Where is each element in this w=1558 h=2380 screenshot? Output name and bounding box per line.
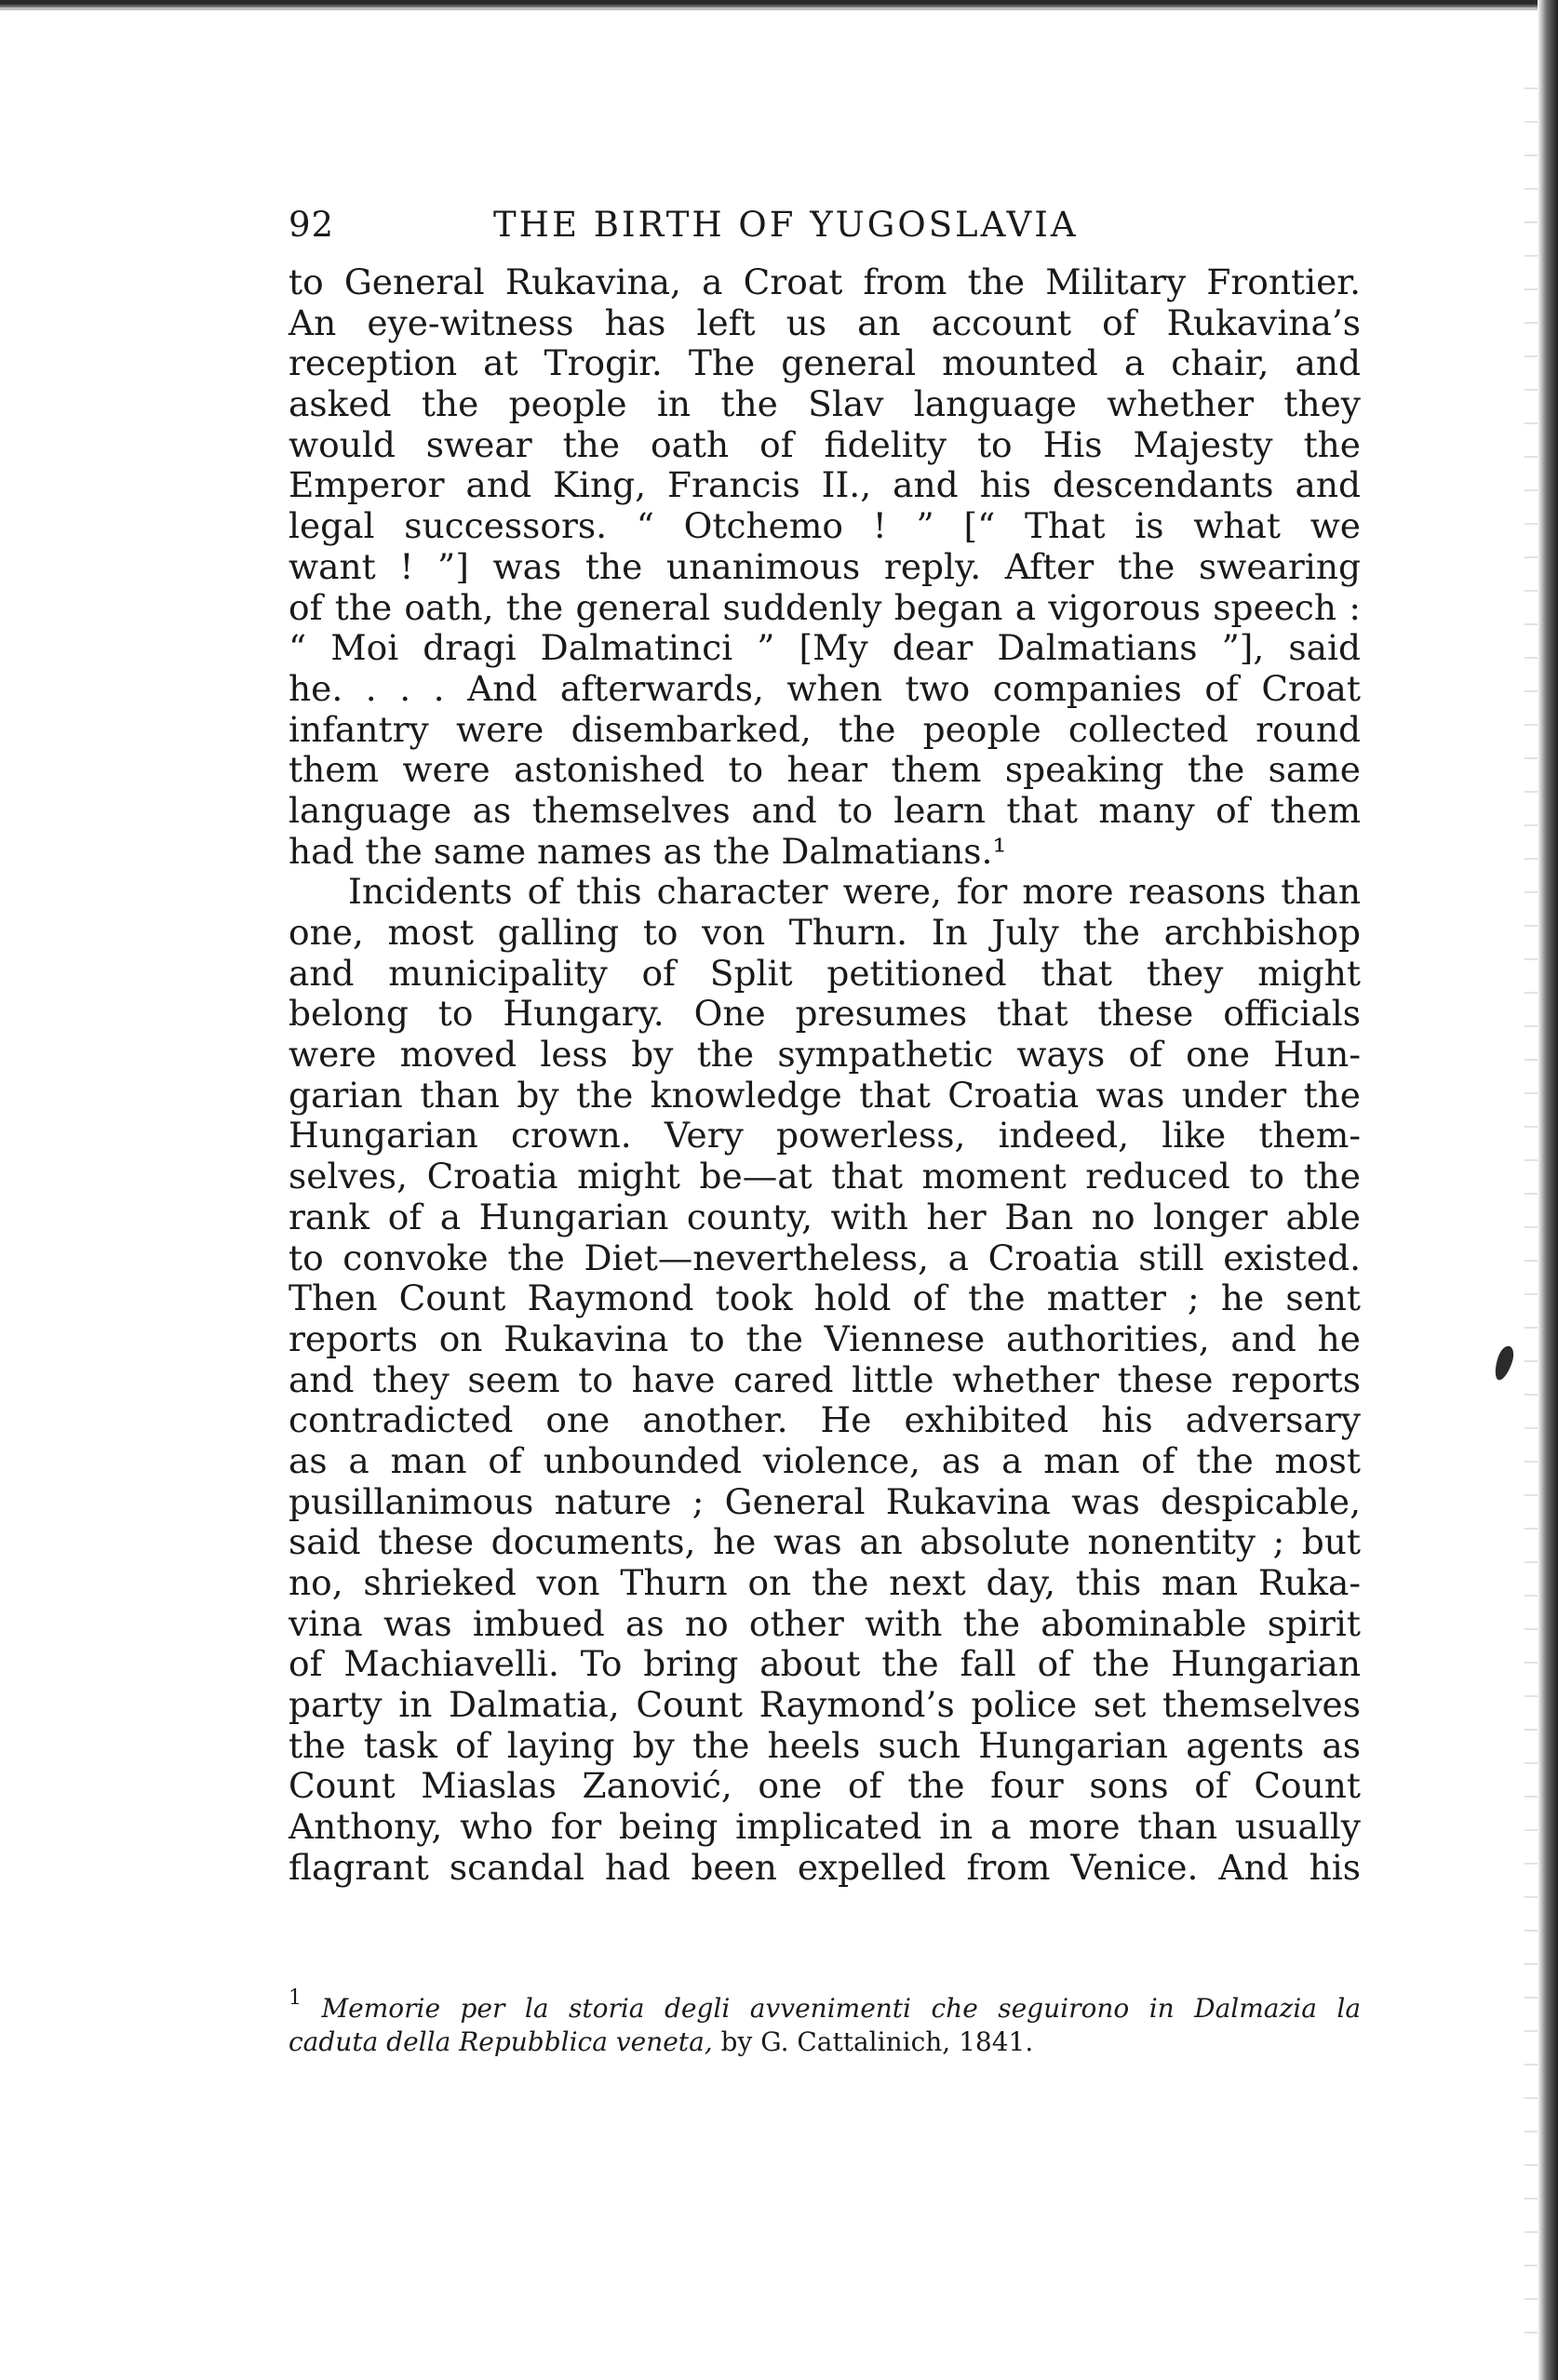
- top-edge-rule: [0, 0, 1558, 7]
- text-line: would swear the oath of fidelity to His Majesty the: [289, 423, 1361, 465]
- text-line: and they seem to have cared little whether these reports: [289, 1358, 1361, 1400]
- footnote-title-part-1: Memorie per la storia degli avvenimenti che seguirono in Dalmazia la: [321, 1993, 1362, 2024]
- text-line-paragraph-start: Incidents of this character were, for more reasons than: [348, 871, 1361, 913]
- text-line: no, shrieked von Thurn on the next day, this man Ruka-: [289, 1562, 1361, 1603]
- text-line: the task of laying by the heels such Hungarian agents as: [289, 1724, 1361, 1766]
- text-line: them were astonished to hear them speaking the same: [289, 749, 1361, 791]
- footnote-citation: by G. Cattalinich, 1841.: [712, 2026, 1034, 2057]
- footnote-line: [289, 1982, 1361, 2026]
- text-line: Count Miaslas Zanović, one of the four sons of Count: [289, 1765, 1361, 1807]
- text-line: to convoke the Diet—nevertheless, a Croatia still existed.: [289, 1237, 1361, 1278]
- text-line: vina was imbued as no other with the abominable spirit: [289, 1602, 1361, 1644]
- text-line: of the oath, the general suddenly began a vigorous speech :: [289, 586, 1361, 628]
- text-line: “ Moi dragi Dalmatinci ” [My dear Dalmatians ”], said: [289, 627, 1361, 669]
- text-line: and municipality of Split petitioned that they might: [289, 952, 1361, 994]
- page-number: 92: [289, 205, 335, 245]
- top-edge-rule-shadow: [0, 7, 1558, 10]
- text-line: rank of a Hungarian county, with her Ban no longer able: [289, 1196, 1361, 1237]
- binding-shadow: [1524, 56, 1538, 2363]
- text-line: pusillanimous nature ; General Rukavina was despicable,: [289, 1480, 1361, 1522]
- text-line: party in Dalmatia, Count Raymond’s police set themselves: [289, 1684, 1361, 1726]
- text-line: to General Rukavina, a Croat from the Military Frontier.: [289, 261, 1361, 302]
- footnote-marker: 1: [289, 1986, 302, 2010]
- book-page: [289, 195, 1362, 2057]
- text-line: infantry were disembarked, the people collected round: [289, 708, 1361, 750]
- text-line: language as themselves and to learn that many of them: [289, 789, 1361, 831]
- text-line: flagrant scandal had been expelled from Venice. And his: [289, 1846, 1361, 1888]
- text-line: one, most galling to von Thurn. In July the archbishop: [289, 912, 1361, 953]
- footnote-title-part-2: caduta della Repubblica veneta,: [289, 2026, 713, 2057]
- text-line: Then Count Raymond took hold of the matter ; he sent: [289, 1277, 1361, 1319]
- text-line: were moved less by the sympathetic ways of one Hun-: [289, 1034, 1361, 1076]
- text-line: Hungarian crown. Very powerless, indeed, like them-: [289, 1115, 1361, 1157]
- text-line: he. . . . And afterwards, when two companies of Croat: [289, 667, 1361, 709]
- text-line: contradicted one another. He exhibited his adversary: [289, 1399, 1361, 1441]
- text-line: asked the people in the Slav language whether they: [289, 383, 1361, 425]
- text-line: as a man of unbounded violence, as a man of the most: [289, 1439, 1361, 1481]
- text-line: said these documents, he was an absolute nonentity ; but: [289, 1521, 1361, 1563]
- running-head: [289, 195, 1361, 251]
- text-line: legal successors. “ Otchemo ! ” [“ That is what we: [289, 505, 1361, 547]
- footnote: [289, 1982, 1361, 2059]
- text-line: selves, Croatia might be—at that moment reduced to the: [289, 1156, 1361, 1197]
- text-line: belong to Hungary. One presumes that these officials: [289, 993, 1361, 1035]
- text-line: of Machiavelli. To bring about the fall of the Hungarian: [289, 1643, 1361, 1685]
- page-binding-edge: [1538, 0, 1558, 2380]
- text-line: reports on Rukavina to the Viennese authorities, and he: [289, 1317, 1361, 1359]
- text-line: An eye-witness has left us an account of Rukavina’s: [289, 301, 1361, 343]
- text-line: reception at Trogir. The general mounted a chair, and: [289, 342, 1361, 384]
- text-line: want ! ”] was the unanimous reply. After the swearing: [289, 545, 1361, 587]
- text-line-paragraph-end: had the same names as the Dalmatians.¹: [289, 830, 1007, 872]
- ink-blot-mark: [1492, 1344, 1517, 1382]
- body-text: [289, 262, 1361, 1889]
- text-line: Emperor and King, Francis II., and his descendants and: [289, 464, 1361, 506]
- text-line: garian than by the knowledge that Croatia was under the: [289, 1074, 1361, 1116]
- text-line: Anthony, who for being implicated in a more than usually: [289, 1806, 1361, 1848]
- running-title: THE BIRTH OF YUGOSLAVIA: [493, 205, 1079, 245]
- footnote-line: [289, 2026, 1361, 2059]
